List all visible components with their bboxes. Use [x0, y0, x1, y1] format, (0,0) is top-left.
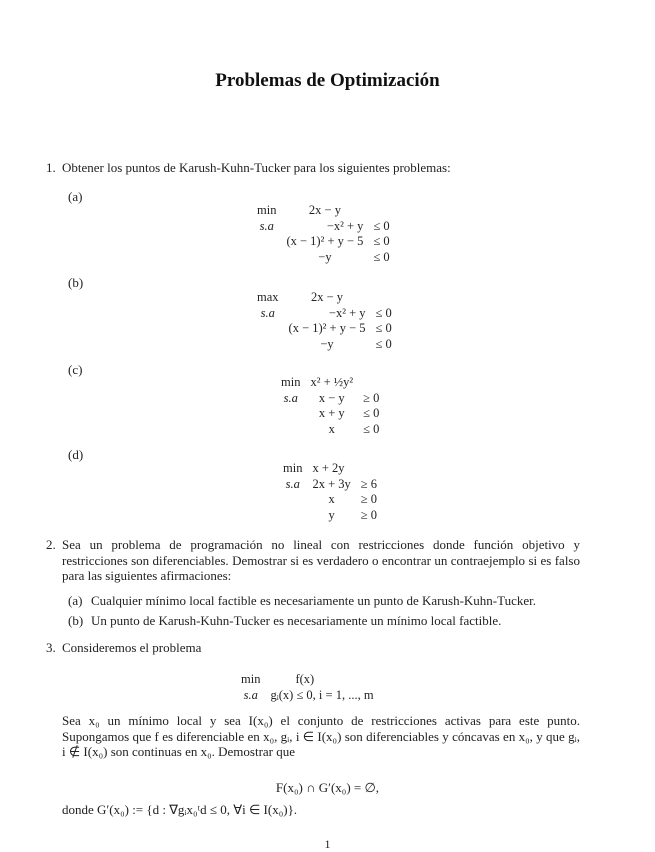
- q3-number: 3.: [46, 640, 56, 655]
- q1d-op: min: [283, 461, 303, 476]
- q3-constraint: gᵢ(x) ≤ 0, i = 1, ..., m: [270, 687, 374, 702]
- q1d-c2: x: [328, 492, 335, 507]
- q1b-label: (b): [68, 275, 84, 290]
- q1a-c1: −x² + y: [326, 218, 364, 233]
- page-title: Problemas de Optimización: [215, 70, 440, 91]
- q1d-c1: 2x + 3y: [312, 476, 351, 491]
- q3-where: donde G′(x₀) := {d : ∇gᵢx₀ᵗd ≤ 0, ∀i ∈ I(x₀)}.: [62, 802, 298, 817]
- q1c-label: (c): [68, 362, 83, 377]
- q1b-c1: −x² + y: [328, 305, 366, 320]
- q1a-c3: −y: [318, 249, 332, 264]
- q1c-c1: x − y: [318, 390, 345, 405]
- q1a-c2-rel: ≤ 0: [373, 234, 390, 249]
- q1b-sa: s.a: [260, 305, 275, 320]
- q1b-problem: [252, 290, 397, 352]
- page-number: 1: [324, 837, 331, 851]
- q1c-c2: x + y: [318, 406, 345, 421]
- q1c-c3: x: [328, 421, 335, 436]
- q1a-label: (a): [68, 189, 83, 204]
- q1b-c2: (x − 1)² + y − 5: [288, 321, 366, 336]
- q2a-text: Cualquier mínimo local factible es necesariamente un punto de Karush-Kuhn-Tucker.: [91, 593, 537, 608]
- q1b-op: max: [257, 290, 279, 305]
- q1c-c3-rel: ≤ 0: [363, 421, 380, 436]
- q3-intro: Consideremos el problema: [62, 640, 202, 655]
- q2b-text: Un punto de Karush-Kuhn-Tucker es necesariamente un mínimo local factible.: [91, 613, 502, 628]
- q1a-op: min: [257, 203, 277, 218]
- q1d-sa: s.a: [285, 476, 300, 491]
- q1b-c2-rel: ≤ 0: [375, 321, 392, 336]
- q1d-c1-rel: ≥ 6: [360, 476, 378, 491]
- q1d-label: (d): [68, 447, 84, 462]
- q1a-c3-rel: ≤ 0: [373, 249, 390, 264]
- q3-op: min: [241, 672, 261, 687]
- q2-number: 2.: [46, 537, 56, 552]
- q3-para: Sea x₀ un mínimo local y sea I(x₀) el conjunto de restricciones activas para este punto. Supongamos que f es diferenciable en x₀, gᵢ, i ∈ I(x₀) son diferenciables y cóncavas en x₀, y que gᵢ, i ∉ I(x₀) son continuas en x₀. Demostrar que: [62, 713, 580, 759]
- q1-text: Obtener los puntos de Karush-Kuhn-Tucker para los siguientes problemas:: [62, 160, 451, 175]
- q1-number: 1.: [46, 160, 56, 175]
- q1c-op: min: [281, 375, 301, 390]
- q1b-c1-rel: ≤ 0: [375, 305, 392, 320]
- q1a-sa: s.a: [259, 218, 274, 233]
- q2b-label: (b): [68, 613, 84, 628]
- q1b-objective: 2x − y: [310, 290, 344, 305]
- q3-objective: f(x): [295, 672, 315, 687]
- q1d-objective: x + 2y: [312, 461, 345, 476]
- q1c-objective: x² + ½y²: [310, 375, 354, 390]
- q1d-c3-rel: ≥ 0: [360, 507, 378, 522]
- q1c-sa: s.a: [283, 390, 298, 405]
- q1b-c3-rel: ≤ 0: [375, 336, 392, 351]
- q1d-c3: y: [328, 507, 335, 522]
- q2-text: Sea un problema de programación no lineal con restricciones donde función objetivo y restricciones son diferenciables. Demostrar si es verdadero o encontrar un contraejemplo si es falso para las siguientes afirmaciones:: [62, 537, 580, 583]
- q1c-problem: [276, 375, 384, 437]
- q1a-c2: (x − 1)² + y − 5: [286, 234, 364, 249]
- q3-display-equation: F(x₀) ∩ G′(x₀) = ∅,: [275, 780, 380, 795]
- q1b-c3: −y: [320, 336, 334, 351]
- q3-sa: s.a: [243, 687, 258, 702]
- q1c-c1-rel: ≥ 0: [363, 390, 380, 405]
- q1a-problem: [252, 203, 395, 265]
- q1a-objective: 2x − y: [308, 203, 341, 218]
- q3-problem: [236, 672, 379, 703]
- q1a-c1-rel: ≤ 0: [373, 218, 390, 233]
- q1d-problem: [278, 461, 382, 523]
- q1c-c2-rel: ≤ 0: [363, 406, 380, 421]
- q2a-label: (a): [68, 593, 83, 608]
- q1d-c2-rel: ≥ 0: [360, 492, 378, 507]
